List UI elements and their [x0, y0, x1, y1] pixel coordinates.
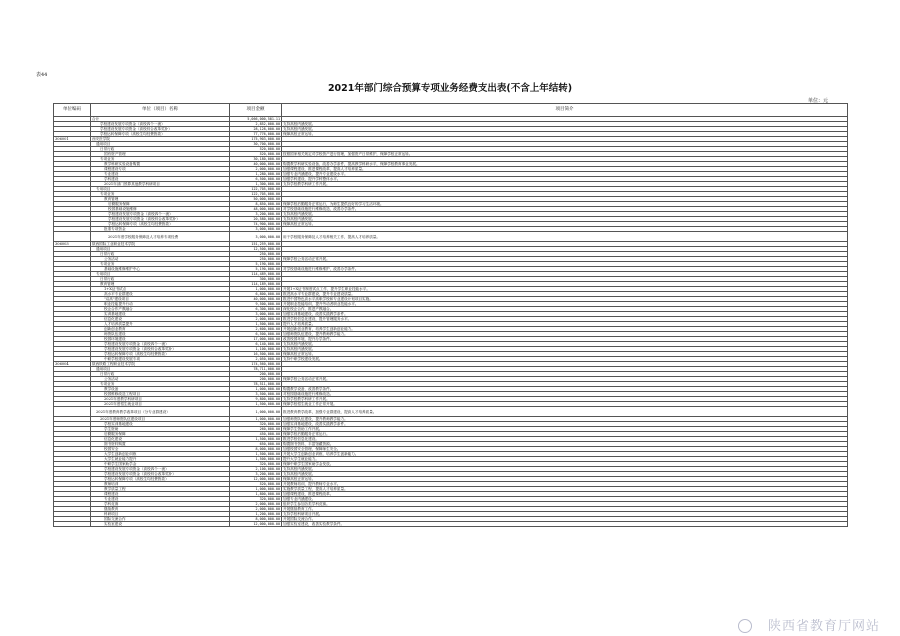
- row-name: 2021年度学校服务保障及人才培养专项经费: [91, 232, 230, 242]
- row-amount: 74,900,000.00: [230, 222, 282, 227]
- row-name: 校园安全: [91, 447, 230, 452]
- row-name: 校园维修改造工程项目: [91, 392, 230, 397]
- header-description: 项目简介: [282, 104, 848, 117]
- row-name: 专项业务: [91, 382, 230, 387]
- row-name: 中职学生国家助学金: [91, 462, 230, 467]
- row-name: 专业建设: [91, 172, 230, 177]
- row-name: 专项业务: [91, 262, 230, 267]
- row-amount: 2,100,000.00: [230, 467, 282, 472]
- row-name: 教学质量工程: [91, 487, 230, 492]
- row-name: 国有资产管理: [91, 152, 230, 157]
- row-description: 对学校基础设施进行维修改造，改善办学条件。: [282, 207, 848, 212]
- row-name: 通用项目: [91, 142, 230, 147]
- row-amount: 28,128,000.00: [230, 127, 282, 132]
- row-amount: 650,000.00: [230, 442, 282, 447]
- row-amount: 1,000,000.00: [230, 417, 282, 422]
- row-description: 支持学校教学科研工作开展。: [282, 182, 848, 187]
- row-amount: 78,511,000.00: [230, 382, 282, 387]
- row-name: 专用项目: [91, 272, 230, 277]
- row-amount: 20,580,000.00: [230, 217, 282, 222]
- row-name: 2021年部门预算其他教学科研项目: [91, 182, 230, 187]
- row-amount: 30,180,000.00: [230, 157, 282, 162]
- row-name: 学科竞赛: [91, 502, 230, 507]
- row-name: 学校建设发展专项资金（高校综合改革奖补）: [91, 472, 230, 477]
- row-amount: 1,100,000.00: [230, 347, 282, 352]
- row-name: 学校建设发展专项资金（高校综合改革奖补）: [91, 127, 230, 132]
- row-description: 开展继续教育工作。: [282, 507, 848, 512]
- row-amount: 9,800,000.00: [230, 397, 282, 402]
- row-description: 开展教师培训，提升教师专业水平。: [282, 482, 848, 487]
- row-description: 提升人才培养质量。: [282, 322, 848, 327]
- row-description: 保障高校正常运转。: [282, 477, 848, 482]
- row-amount: 1,800,000.00: [230, 492, 282, 497]
- row-name: 专用项目: [91, 187, 230, 192]
- row-description: 支持高校内涵发展。: [282, 467, 848, 472]
- row-description: 开展大学生创新创业训练，培养学生创新能力。: [282, 452, 848, 457]
- row-name: 公务活动: [91, 257, 230, 262]
- table-number-label: 表44: [36, 72, 48, 78]
- row-description: 保障学生资助工作开展。: [282, 427, 848, 432]
- header-unit-name: 单位（项目）名称: [91, 104, 230, 117]
- row-description: 支持高校内涵发展。: [282, 217, 848, 222]
- row-code: [54, 407, 91, 417]
- row-name: 学校运转保障专项（高校生均经费拨款）: [91, 477, 230, 482]
- table-body: [54, 117, 848, 527]
- row-name: 人才培养质量提升: [91, 322, 230, 327]
- row-code: 306001: [54, 137, 91, 142]
- row-name: 实训基地建设: [91, 312, 230, 317]
- row-name: 信息化建设: [91, 317, 230, 322]
- row-amount: 77,776,000.00: [230, 132, 282, 137]
- row-name: 教育管理: [91, 282, 230, 287]
- row-amount: 1,500,000.00: [230, 457, 282, 462]
- row-amount: 3,000,000.00: [230, 227, 282, 232]
- row-name: 职业技能提升行动: [91, 302, 230, 307]
- row-amount: 12,000,000.00: [230, 477, 282, 482]
- row-description: 提升大学生就业能力。: [282, 457, 848, 462]
- row-name: 学生资助: [91, 427, 230, 432]
- row-name: 继续教育: [91, 507, 230, 512]
- row-amount: 9,500,000.00: [230, 302, 282, 307]
- page-title: 2021年部门综合预算专项业务经费支出表(不含上年结转): [327, 83, 573, 94]
- row-description: 支持高校内涵发展。: [282, 122, 848, 127]
- row-name: "双高"建设项目: [91, 297, 230, 302]
- row-name: 日常行政: [91, 372, 230, 377]
- row-name: 课程建设: [91, 492, 230, 497]
- row-amount: 8,000,000.00: [230, 447, 282, 452]
- table-header-row: [54, 104, 848, 117]
- table-row: [54, 232, 848, 242]
- row-name: 公务活动: [91, 377, 230, 382]
- row-name: 2021年度教学科研项目: [91, 397, 230, 402]
- row-amount: 260,000.00: [230, 427, 282, 432]
- row-amount: 320,000.00: [230, 497, 282, 502]
- row-name: 合计: [91, 117, 230, 122]
- row-amount: 1,300,000.00: [230, 182, 282, 187]
- row-name: 专项业务: [91, 192, 230, 197]
- row-name: 学校建设发展专项资金（高校四个一流）: [91, 467, 230, 472]
- row-description: 改善校园环境，提升办学条件。: [282, 337, 848, 342]
- row-amount: 122,705,000.00: [230, 187, 282, 192]
- row-name: 教育管理: [91, 197, 230, 202]
- row-name: 后勤服务保障: [91, 432, 230, 437]
- row-name: 国际交流合作: [91, 517, 230, 522]
- row-name: 陕西铁路工程职业技术学院: [91, 362, 230, 367]
- row-name: 陕西国际工业职业技术学院: [91, 242, 230, 247]
- row-amount: 1,500,000.00: [230, 402, 282, 407]
- row-name: 学校运转保障专项（高校生均经费拨款）: [91, 132, 230, 137]
- row-amount: 1,000,000.00: [230, 407, 282, 417]
- row-name: 高水平专业群建设: [91, 292, 230, 297]
- row-name: 教师培训: [91, 482, 230, 487]
- row-description: 推进高水平专业群建设，提升专业建设质量。: [282, 292, 848, 297]
- row-description: 保障学校后勤服务正常运行。: [282, 432, 848, 437]
- unit-label: 单位：元: [807, 98, 828, 104]
- row-name: 1+X证书试点: [91, 287, 230, 292]
- row-amount: 3,200,000.00: [230, 472, 282, 477]
- row-amount: 174,560,000.00: [230, 362, 282, 367]
- row-amount: 2,000,000.00: [230, 167, 282, 172]
- row-amount: 6,500,000.00: [230, 177, 282, 182]
- row-description: 支持高校内涵发展。: [282, 472, 848, 477]
- row-name: 学校实训基地建设: [91, 422, 230, 427]
- row-description: 对学校基础设施进行维修维护，改善办学条件。: [282, 267, 848, 272]
- row-description: 保障高校正常运转。: [282, 132, 848, 137]
- row-name: 学校建设发展专项资金（高校四个一流）: [91, 122, 230, 127]
- row-description: 支持高校内涵发展。: [282, 342, 848, 347]
- row-description: 保障学校招生就业工作正常开展。: [282, 402, 848, 407]
- row-name: 信息化建设: [91, 437, 230, 442]
- row-description: 加强校园安全管理，保障师生安全。: [282, 447, 848, 452]
- row-amount: 6,300,000.00: [230, 307, 282, 312]
- row-description: 加强专业内涵建设。: [282, 497, 848, 502]
- row-description: 对校园基础设施进行维修改造。: [282, 392, 848, 397]
- row-description: 支持学校科研项目开展。: [282, 512, 848, 517]
- row-amount: 1,500,000.00: [230, 322, 282, 327]
- row-name: 大学生就业能力提升: [91, 457, 230, 462]
- row-amount: 12,500,000.00: [230, 247, 282, 252]
- row-amount: 40,000,000.00: [230, 162, 282, 167]
- row-amount: 3,000,000.00: [230, 312, 282, 317]
- row-name: 学校运转保障专项（高校生均经费拨款）: [91, 352, 230, 357]
- row-amount: 200,000.00: [230, 372, 282, 377]
- row-amount: 1,000,000.00: [230, 487, 282, 492]
- row-description: 购置图书资料，丰富馆藏资源。: [282, 442, 848, 447]
- row-description: 实施教学质量工程，提高人才培养质量。: [282, 487, 848, 492]
- row-description: 保障学校公务活动正常开展。: [282, 377, 848, 382]
- row-name: 科研项目: [91, 512, 230, 517]
- row-description: 加强课程建设，推进课程改革，提高人才培养质量。: [282, 167, 848, 172]
- row-description: 开展1+X证书制度试点工作，提升学生职业技能水平。: [282, 287, 848, 292]
- row-description: 支持高校内涵发展。: [282, 212, 848, 217]
- row-amount: 78,711,000.00: [230, 367, 282, 372]
- row-description: 开展国际交流合作。: [282, 517, 848, 522]
- row-name: 通用项目: [91, 247, 230, 252]
- row-description: 开展创新创业教育，培养学生创新创业能力。: [282, 327, 848, 332]
- row-amount: 5,066,000,581.11: [230, 117, 282, 122]
- row-description: 加强专业内涵建设，提升专业建设水平。: [282, 172, 848, 177]
- row-amount: 320,000.00: [230, 462, 282, 467]
- row-code: 306003: [54, 242, 91, 247]
- row-description: 推进学校信息化建设，提升管理服务水平。: [282, 317, 848, 322]
- row-amount: 250,000.00: [230, 257, 282, 262]
- row-amount: 320,000.00: [230, 422, 282, 427]
- row-name: 2021年度师资队伍建设项目: [91, 417, 230, 422]
- row-name: 后勤服务保障: [91, 202, 230, 207]
- row-amount: 8,000,000.00: [230, 517, 282, 522]
- row-name: 教学科研实验设备购置: [91, 162, 230, 167]
- row-description: 保障高校正常运转。: [282, 352, 848, 357]
- row-name: 日常行政: [91, 277, 230, 282]
- row-amount: 6,140,000.00: [230, 342, 282, 347]
- row-amount: 122,705,000.00: [230, 192, 282, 197]
- row-name: 图书资料购置: [91, 442, 230, 447]
- row-description: 加强学科建设，提升学科整体水平。: [282, 177, 848, 182]
- row-description: 购置教学科研实验设备，改善办学条件，提高教学科研水平，保障学校教育事业发展。: [282, 162, 848, 167]
- row-description: 加强实训基地建设，改善实践教学条件。: [282, 422, 848, 427]
- row-amount: 175,903,000.00: [230, 137, 282, 142]
- row-amount: 3,500,000.00: [230, 392, 282, 397]
- row-name: 日常行政: [91, 147, 230, 152]
- row-name: 专业建设: [91, 497, 230, 502]
- header-amount: 项目金额: [230, 104, 282, 117]
- row-description: 保障中职学生国家助学金发放。: [282, 462, 848, 467]
- row-name: 校企合作产教融合: [91, 307, 230, 312]
- row-name: 学校建设发展专项资金（高校综合改革奖补）: [91, 217, 230, 222]
- watermark-seal-icon: [738, 619, 752, 633]
- row-description: 支持高校内涵发展。: [282, 127, 848, 132]
- row-amount: 12,000,000.00: [230, 522, 282, 527]
- row-amount: 1,500,000.00: [230, 452, 282, 457]
- row-name: 大学生创新创业训练: [91, 452, 230, 457]
- row-amount: 200,000.00: [230, 377, 282, 382]
- row-description: 保障学校后勤服务正常运行，为师生提供良好的学习生活环境。: [282, 202, 848, 207]
- row-description: 保障学校公务活动正常开展。: [282, 257, 848, 262]
- row-description: 加强实训基地建设，改善实践教学条件。: [282, 312, 848, 317]
- row-code: [54, 522, 91, 527]
- row-description: 推进教育教学改革，加强专业群建设，提高人才培养质量。: [282, 407, 848, 417]
- row-description: 开展职业技能培训，提升劳动者职业技能水平。: [282, 302, 848, 307]
- row-amount: 48,000,000.00: [230, 207, 282, 212]
- row-amount: 114,489,000.00: [230, 272, 282, 277]
- row-name: 教学设备: [91, 387, 230, 392]
- row-amount: 5,190,000.00: [230, 262, 282, 267]
- row-description: 推进中国特色高水平高职学校和专业建设计划项目实施。: [282, 297, 848, 302]
- row-amount: 520,000.00: [230, 152, 282, 157]
- row-name: 学校运转保障专项（高校生均经费拨款）: [91, 222, 230, 227]
- row-name: 校园环境建设: [91, 337, 230, 342]
- row-amount: 2,000,000.00: [230, 317, 282, 322]
- row-name: 学科建设: [91, 177, 230, 182]
- row-code: 306004: [54, 362, 91, 367]
- row-amount: 1,500,000.00: [230, 437, 282, 442]
- row-name: 实验室建设: [91, 522, 230, 527]
- row-name: 专项业务: [91, 157, 230, 162]
- row-amount: 520,000.00: [230, 147, 282, 152]
- row-description: 深化校企合作，推进产教融合。: [282, 307, 848, 312]
- row-amount: 2,050,000.00: [230, 357, 282, 362]
- row-description: 按照国家相关规定对学校资产进行管理，加强资产日常维护，保障学校正常运转。: [282, 152, 848, 157]
- row-amount: 450,000.00: [230, 432, 282, 437]
- table-row: [54, 522, 848, 527]
- row-name: 通用项目: [91, 367, 230, 372]
- row-name: 2021年度教育教学改革项目（分专业群建设）: [91, 407, 230, 417]
- row-name: 学校建设发展专项资金（高校综合改革奖补）: [91, 347, 230, 352]
- row-description: 推进学校信息化建设。: [282, 437, 848, 442]
- row-description: 组织学生参加各类学科竞赛。: [282, 502, 848, 507]
- row-name: 西安医学院: [91, 137, 230, 142]
- row-amount: 6,800,000.00: [230, 292, 282, 297]
- row-amount: 1,200,000.00: [230, 512, 282, 517]
- row-description: 购置教学设备，改善教学条件。: [282, 387, 848, 392]
- row-description: 加强课程建设，推进课程改革。: [282, 492, 848, 497]
- row-amount: 151,259,000.00: [230, 242, 282, 247]
- row-amount: 17,000,000.00: [230, 337, 282, 342]
- watermark: 陕西省教育厅网站: [767, 619, 880, 634]
- row-name: 日常行政: [91, 252, 230, 257]
- row-name: 学校建设发展专项资金（高校四个一流）: [91, 212, 230, 217]
- row-name: 中职学校建设发展专项: [91, 357, 230, 362]
- row-description: 保障高校正常运转。: [282, 222, 848, 227]
- row-name: 课程建设专项: [91, 167, 230, 172]
- row-name: 基础设施维修维护中心: [91, 267, 230, 272]
- row-amount: 1,280,000.00: [230, 172, 282, 177]
- row-name: 批准专项资金: [91, 227, 230, 232]
- row-amount: 2,000,000.00: [230, 507, 282, 512]
- row-amount: 1,000,000.00: [230, 387, 282, 392]
- row-amount: 2,852,000.00: [230, 122, 282, 127]
- budget-table: [53, 103, 848, 527]
- row-name: 师资队伍建设: [91, 332, 230, 337]
- row-amount: 3,000,000.00: [230, 232, 282, 242]
- table-row: [54, 407, 848, 417]
- row-amount: 16,500,000.00: [230, 352, 282, 357]
- row-description: 支持学校教学科研工作开展。: [282, 397, 848, 402]
- row-amount: 300,000.00: [230, 277, 282, 282]
- row-code: [54, 232, 91, 242]
- row-amount: 30,700,000.00: [230, 142, 282, 147]
- row-description: 加强实验室建设，改善实验教学条件。: [282, 522, 848, 527]
- row-description: 用于学校服务保障及人才培养相关工作，提高人才培养质量。: [282, 232, 848, 242]
- row-amount: 2,600,000.00: [230, 327, 282, 332]
- header-unit-code: 单位编码: [54, 104, 91, 117]
- row-description: 加强师资队伍建设，提升教师教学能力。: [282, 332, 848, 337]
- row-description: 加强师资队伍建设，提升教师教学能力。: [282, 417, 848, 422]
- row-name: 学校建设发展专项资金（高校四个一流）: [91, 342, 230, 347]
- row-name: 校园基础设施维修: [91, 207, 230, 212]
- row-name: 2021年度招生就业项目: [91, 402, 230, 407]
- row-amount: 50,000,000.00: [230, 197, 282, 202]
- row-amount: 3,200,000.00: [230, 212, 282, 217]
- row-name: 创新创业教育: [91, 327, 230, 332]
- row-amount: 250,000.00: [230, 252, 282, 257]
- row-description: 支持中职学校建设发展。: [282, 357, 848, 362]
- row-amount: 520,000.00: [230, 482, 282, 487]
- row-amount: 1,000,000.00: [230, 287, 282, 292]
- row-amount: 114,189,000.00: [230, 282, 282, 287]
- row-amount: 6,500,000.00: [230, 332, 282, 337]
- row-description: 支持高校内涵发展。: [282, 347, 848, 352]
- row-amount: 2,000,000.00: [230, 502, 282, 507]
- row-amount: 8,850,000.00: [230, 202, 282, 207]
- row-amount: 40,000,000.00: [230, 297, 282, 302]
- row-amount: 5,190,000.00: [230, 267, 282, 272]
